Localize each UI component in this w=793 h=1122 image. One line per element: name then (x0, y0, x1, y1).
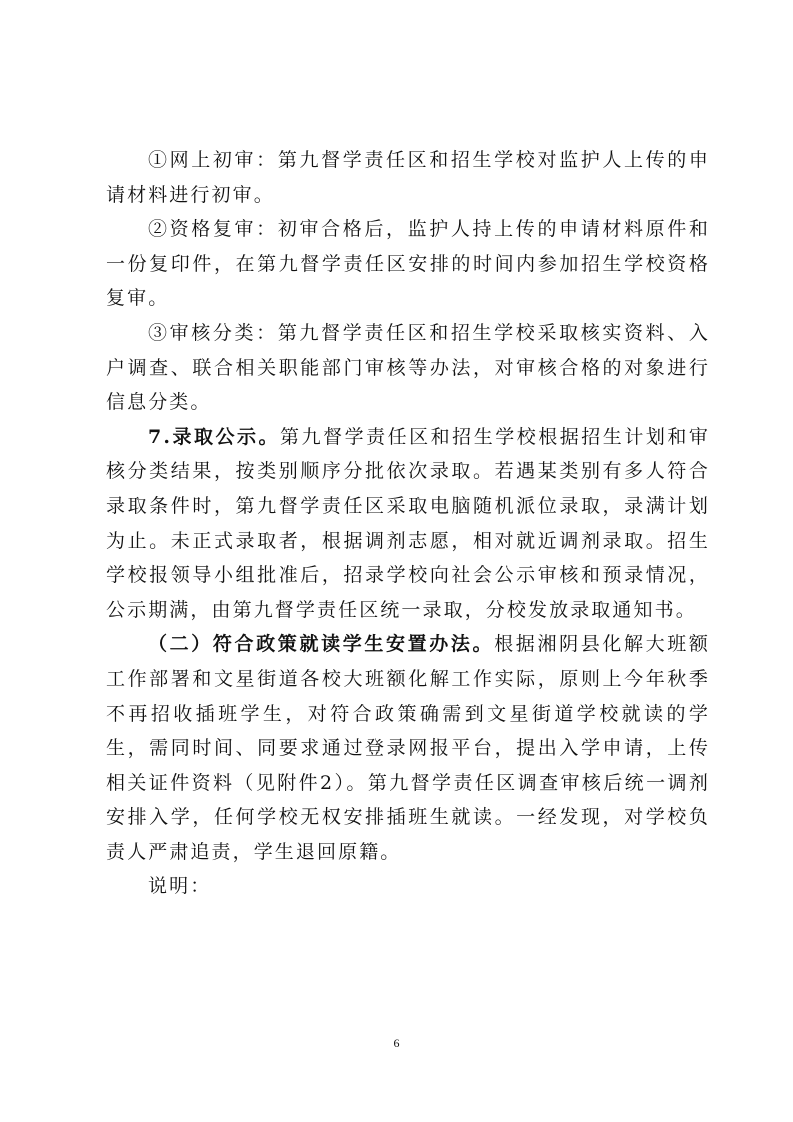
paragraph-placement-policy (106, 627, 710, 869)
paragraph-notes (106, 869, 710, 904)
paragraph-text: 说明： (148, 875, 212, 898)
paragraph-heading: （二）符合政策就读学生安置办法。 (148, 633, 495, 656)
paragraph-audit-classification (106, 316, 710, 420)
paragraph-online-review (106, 143, 710, 212)
paragraph-text: ③审核分类：第九督学责任区和招生学校采取核实资料、入户调查、联合相关职能部门审核等办法，对审核合格的对象进行信息分类。 (106, 321, 710, 414)
paragraph-admission-notice (106, 420, 710, 628)
paragraph-text: ①网上初审：第九督学责任区和招生学校对监护人上传的申请材料进行初审。 (106, 149, 710, 206)
paragraph-qualification-review (106, 212, 710, 316)
document-body (106, 143, 710, 904)
page-number: 6 (393, 1036, 400, 1050)
paragraph-heading: 7.录取公示。 (148, 425, 281, 448)
paragraph-text: 第九督学责任区和招生学校根据招生计划和审核分类结果，按类别顺序分批依次录取。若遇某类别有多人符合录取条件时，第九督学责任区采取电脑随机派位录取，录满计划为止。未正式录取者，根据调剂志愿，相对就近调剂录取。招生学校报领导小组批准后，招录学校向社会公示审核和预录情况，公示期满，由第九督学责任区统一录取，分校发放录取通知书。 (106, 425, 710, 621)
paragraph-text: 根据湘阴县化解大班额工作部署和文星街道各校大班额化解工作实际，原则上今年秋季不再招收插班学生，对符合政策确需到文星街道学校就读的学生，需同时间、同要求通过登录网报平台，提出入学申请，上传相关证件资料（见附件2）。第九督学责任区调查审核后统一调剂安排入学，任何学校无权安排插班生就读。一经发现，对学校负责人严肃追责，学生退回原籍。 (106, 633, 710, 863)
paragraph-text: ②资格复审：初审合格后，监护人持上传的申请材料原件和一份复印件，在第九督学责任区安排的时间内参加招生学校资格复审。 (106, 218, 710, 310)
